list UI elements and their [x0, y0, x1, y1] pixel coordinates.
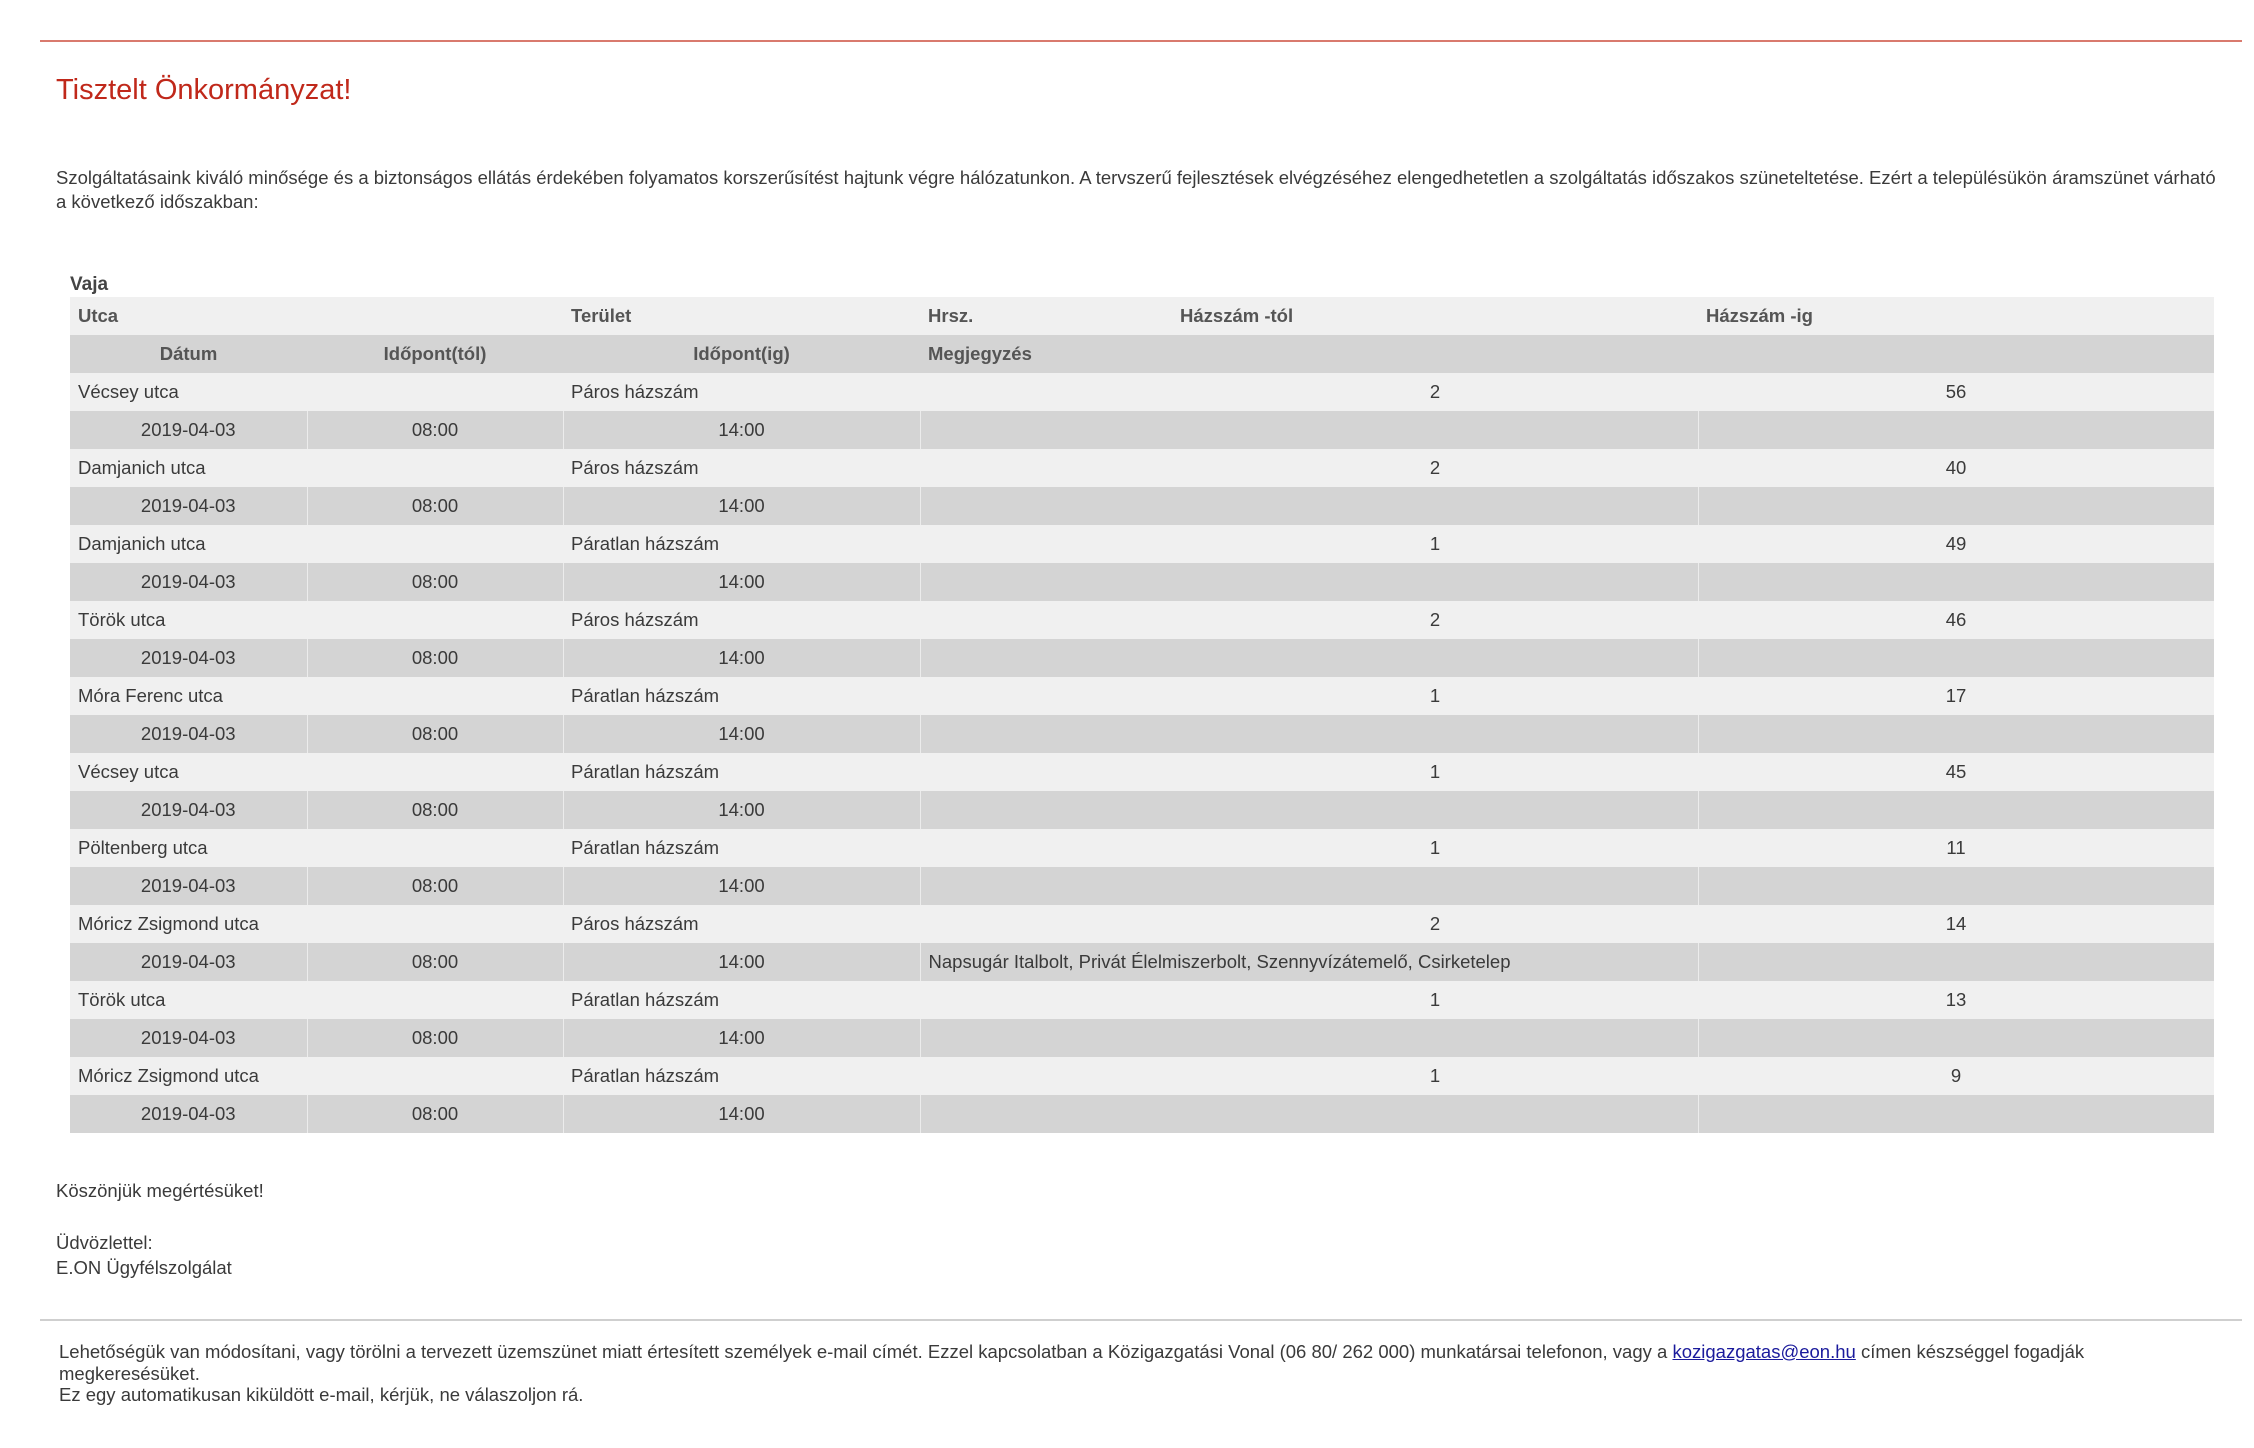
to-number-cell: 11: [1698, 829, 2214, 867]
detail-row: [70, 715, 2214, 753]
note-cell: [920, 1019, 1698, 1057]
from-number-cell: 2: [1172, 905, 1698, 943]
area-cell: Páratlan házszám: [563, 753, 920, 791]
detail-row: [70, 867, 2214, 905]
from-number-cell: 1: [1172, 677, 1698, 715]
street-row: [70, 905, 2214, 943]
detail-spacer: [1698, 867, 2214, 905]
footer-text: [59, 1341, 2209, 1385]
to-number-cell: 49: [1698, 525, 2214, 563]
hrsz-cell: [920, 753, 1172, 791]
date-cell: 2019-04-03: [70, 715, 307, 753]
street-cell: Török utca: [70, 981, 563, 1019]
hrsz-cell: [920, 677, 1172, 715]
time-from-cell: 08:00: [307, 943, 563, 981]
header-time-to: Időpont(ig): [563, 335, 920, 373]
header-from-number: Házszám -tól: [1172, 297, 1698, 335]
from-number-cell: 2: [1172, 601, 1698, 639]
header-hrsz: Hrsz.: [920, 297, 1172, 335]
note-cell: [920, 715, 1698, 753]
header-to-number: Házszám -ig: [1698, 297, 2214, 335]
area-cell: Páratlan házszám: [563, 829, 920, 867]
header-row-primary: [70, 297, 2214, 335]
date-cell: 2019-04-03: [70, 411, 307, 449]
time-from-cell: 08:00: [307, 563, 563, 601]
time-from-cell: 08:00: [307, 1019, 563, 1057]
street-row: [70, 753, 2214, 791]
time-to-cell: 14:00: [563, 791, 920, 829]
area-cell: Páratlan házszám: [563, 1057, 920, 1095]
regards-text: Üdvözlettel:: [56, 1232, 153, 1253]
time-from-cell: 08:00: [307, 791, 563, 829]
hrsz-cell: [920, 601, 1172, 639]
area-cell: Páratlan házszám: [563, 525, 920, 563]
footer-text-after: címen készséggel fogadják megkeresésüket.: [59, 1341, 2085, 1384]
note-cell: Napsugár Italbolt, Privát Élelmiszerbolt, Szennyvízátemelő, Csirketelep: [920, 943, 1698, 981]
to-number-cell: 46: [1698, 601, 2214, 639]
to-number-cell: 17: [1698, 677, 2214, 715]
time-from-cell: 08:00: [307, 867, 563, 905]
date-cell: 2019-04-03: [70, 639, 307, 677]
time-to-cell: 14:00: [563, 943, 920, 981]
date-cell: 2019-04-03: [70, 791, 307, 829]
from-number-cell: 1: [1172, 981, 1698, 1019]
detail-spacer: [1698, 943, 2214, 981]
intro-paragraph: Szolgáltatásaink kiváló minősége és a biztonságos ellátás érdekében folyamatos korszerűsítést hajtunk végre hálózatunkon. A tervszerű fejlesztések elvégzéséhez elengedhetetlen a szolgáltatás időszakos szüneteltetése. Ezért a településükön áramszünet várható a következő időszakban:: [56, 167, 2216, 212]
street-row: [70, 981, 2214, 1019]
street-cell: Török utca: [70, 601, 563, 639]
time-to-cell: 14:00: [563, 1095, 920, 1133]
detail-row: [70, 639, 2214, 677]
header-spacer: [1698, 335, 2214, 373]
street-cell: Damjanich utca: [70, 449, 563, 487]
area-cell: Páros házszám: [563, 601, 920, 639]
note-cell: [920, 487, 1698, 525]
from-number-cell: 1: [1172, 525, 1698, 563]
from-number-cell: 1: [1172, 829, 1698, 867]
detail-spacer: [1698, 1095, 2214, 1133]
time-from-cell: 08:00: [307, 411, 563, 449]
street-cell: Móricz Zsigmond utca: [70, 905, 563, 943]
note-cell: [920, 867, 1698, 905]
time-to-cell: 14:00: [563, 639, 920, 677]
hrsz-cell: [920, 525, 1172, 563]
detail-row: [70, 563, 2214, 601]
bottom-divider: [40, 1319, 2242, 1321]
thanks-text: Köszönjük megértésüket!: [56, 1180, 264, 1201]
from-number-cell: 1: [1172, 753, 1698, 791]
note-cell: [920, 1095, 1698, 1133]
time-from-cell: 08:00: [307, 639, 563, 677]
date-cell: 2019-04-03: [70, 487, 307, 525]
footer-text-before: Lehetőségük van módosítani, vagy törölni a tervezett üzemszünet miatt értesített személyek e-mail címét. Ezzel kapcsolatban a Közigazgatási Vonal (06 80/ 262 000) munkatársai telefonon, vagy a: [59, 1341, 1673, 1362]
area-cell: Páros házszám: [563, 905, 920, 943]
street-row: [70, 1057, 2214, 1095]
email-link[interactable]: kozigazgatas@eon.hu: [1672, 1341, 1856, 1362]
header-street: Utca: [70, 297, 563, 335]
header-date: Dátum: [70, 335, 307, 373]
area-cell: Páratlan házszám: [563, 677, 920, 715]
header-spacer: [1172, 335, 1698, 373]
to-number-cell: 13: [1698, 981, 2214, 1019]
street-row: [70, 677, 2214, 715]
time-from-cell: 08:00: [307, 1095, 563, 1133]
detail-spacer: [1698, 715, 2214, 753]
time-to-cell: 14:00: [563, 411, 920, 449]
hrsz-cell: [920, 449, 1172, 487]
note-cell: [920, 791, 1698, 829]
time-to-cell: 14:00: [563, 487, 920, 525]
date-cell: 2019-04-03: [70, 563, 307, 601]
area-cell: Páros házszám: [563, 373, 920, 411]
to-number-cell: 9: [1698, 1057, 2214, 1095]
header-note: Megjegyzés: [920, 335, 1172, 373]
area-cell: Páratlan házszám: [563, 981, 920, 1019]
area-cell: Páros házszám: [563, 449, 920, 487]
town-name: Vaja: [70, 274, 109, 295]
date-cell: 2019-04-03: [70, 1095, 307, 1133]
header-row-secondary: [70, 335, 2214, 373]
from-number-cell: 2: [1172, 449, 1698, 487]
street-row: [70, 373, 2214, 411]
to-number-cell: 56: [1698, 373, 2214, 411]
street-cell: Damjanich utca: [70, 525, 563, 563]
detail-spacer: [1698, 1019, 2214, 1057]
date-cell: 2019-04-03: [70, 943, 307, 981]
hrsz-cell: [920, 905, 1172, 943]
time-to-cell: 14:00: [563, 1019, 920, 1057]
from-number-cell: 2: [1172, 373, 1698, 411]
detail-spacer: [1698, 487, 2214, 525]
auto-notice: Ez egy automatikusan kiküldött e-mail, kérjük, ne válaszoljon rá.: [59, 1384, 584, 1405]
hrsz-cell: [920, 373, 1172, 411]
top-divider: [40, 40, 2242, 42]
note-cell: [920, 411, 1698, 449]
to-number-cell: 40: [1698, 449, 2214, 487]
header-area: Terület: [563, 297, 920, 335]
detail-spacer: [1698, 639, 2214, 677]
signature-text: E.ON Ügyfélszolgálat: [56, 1257, 232, 1278]
header-time-from: Időpont(tól): [307, 335, 563, 373]
street-cell: Móricz Zsigmond utca: [70, 1057, 563, 1095]
to-number-cell: 45: [1698, 753, 2214, 791]
time-from-cell: 08:00: [307, 715, 563, 753]
time-to-cell: 14:00: [563, 563, 920, 601]
street-cell: Pöltenberg utca: [70, 829, 563, 867]
from-number-cell: 1: [1172, 1057, 1698, 1095]
detail-row: [70, 1019, 2214, 1057]
street-row: [70, 525, 2214, 563]
street-row: [70, 829, 2214, 867]
date-cell: 2019-04-03: [70, 867, 307, 905]
street-cell: Vécsey utca: [70, 373, 563, 411]
street-cell: Vécsey utca: [70, 753, 563, 791]
time-to-cell: 14:00: [563, 867, 920, 905]
note-cell: [920, 563, 1698, 601]
outage-table: [70, 297, 2214, 1133]
hrsz-cell: [920, 829, 1172, 867]
detail-row: [70, 487, 2214, 525]
date-cell: 2019-04-03: [70, 1019, 307, 1057]
detail-row: [70, 411, 2214, 449]
hrsz-cell: [920, 1057, 1172, 1095]
detail-row: [70, 943, 2214, 981]
time-to-cell: 14:00: [563, 715, 920, 753]
street-cell: Móra Ferenc utca: [70, 677, 563, 715]
street-row: [70, 601, 2214, 639]
detail-spacer: [1698, 563, 2214, 601]
detail-row: [70, 1095, 2214, 1133]
hrsz-cell: [920, 981, 1172, 1019]
detail-spacer: [1698, 411, 2214, 449]
detail-spacer: [1698, 791, 2214, 829]
to-number-cell: 14: [1698, 905, 2214, 943]
time-from-cell: 08:00: [307, 487, 563, 525]
street-row: [70, 449, 2214, 487]
note-cell: [920, 639, 1698, 677]
greeting-heading: Tisztelt Önkormányzat!: [56, 74, 352, 106]
detail-row: [70, 791, 2214, 829]
